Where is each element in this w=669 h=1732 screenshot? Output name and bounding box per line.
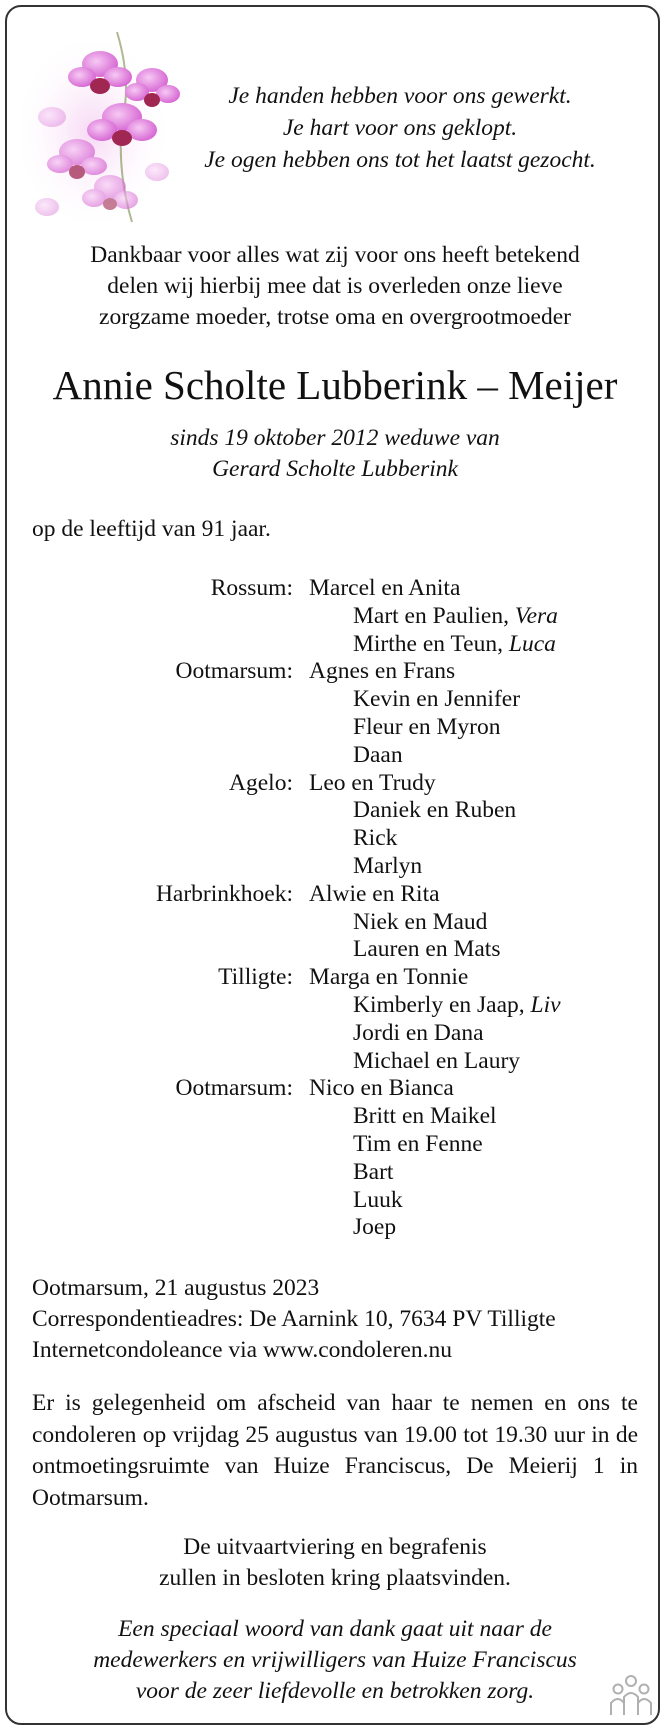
widow-line: Gerard Scholte Lubberink [212, 456, 458, 482]
child-names: Kevin en Jennifer [353, 686, 521, 713]
widow-statement [30, 423, 640, 485]
poem-line: Je ogen hebben ons tot het laatst gezocht. [204, 147, 596, 173]
ceremony-line: De uitvaartviering en begrafenis [183, 1534, 487, 1560]
family-child-row [0, 1019, 669, 1047]
family-child-row [0, 602, 669, 630]
family-place: Agelo: [229, 769, 293, 796]
family-child [353, 991, 561, 1019]
family-child [353, 602, 558, 630]
grandchild-name: Vera [514, 602, 558, 629]
family-child-row [0, 935, 669, 963]
family-child [353, 685, 520, 713]
family-child [353, 1047, 520, 1075]
family-group-row [0, 1074, 669, 1102]
family-child-row [0, 1186, 669, 1214]
family-head: Marga en Tonnie [309, 964, 469, 991]
family-child [353, 935, 500, 963]
family-child-row [0, 1102, 669, 1130]
people-logo-icon [606, 1673, 656, 1717]
family-child [353, 796, 516, 824]
place-date: Ootmarsum, 21 augustus 2023 [32, 1275, 320, 1301]
family-child [353, 1130, 483, 1158]
intro-line: zorgzame moeder, trotse oma en overgrootmoeder [99, 304, 571, 330]
visitation-text: Er is gelegenheid om afscheid van haar te nemen en ons te condoleren op vrijdag 25 augustus van 19.00 tot 19.30 uur in de ontmoetingsruimte van Huize Franciscus, De Meierij 1 in Ootmarsum. [32, 1390, 638, 1511]
child-names: Mart en Paulien, [353, 602, 515, 629]
family-place: Rossum: [210, 575, 293, 601]
family-child-row [0, 796, 669, 824]
family-child-row [0, 713, 669, 741]
grandchild-name: Luca [508, 630, 556, 657]
family-child-row [0, 824, 669, 852]
family-child-row [0, 908, 669, 936]
child-names: Britt en Maikel [353, 1103, 497, 1130]
child-names: Michael en Laury [353, 1047, 521, 1074]
family-group-row [0, 769, 669, 797]
poem-line: Je handen hebben voor ons gewerkt. [228, 83, 572, 109]
family-child [353, 1019, 484, 1047]
age-line: op de leeftijd van 91 jaar. [32, 516, 271, 542]
family-group-row [0, 963, 669, 991]
intro-line: delen wij hierbij mee dat is overleden onze lieve [107, 273, 563, 299]
grandchild-name: Liv [530, 991, 561, 1018]
family-head: Nico en Bianca [309, 1075, 454, 1102]
intro-line: Dankbaar voor alles wat zij voor ons heeft betekend [90, 242, 580, 268]
child-names: Joep [353, 1214, 397, 1241]
family-place: Harbrinkhoek: [155, 880, 293, 907]
address-block [32, 1273, 556, 1366]
family-place: Ootmarsum: [175, 1075, 293, 1102]
family-place: Ootmarsum: [175, 658, 293, 685]
family-child-row [0, 852, 669, 880]
family-child-row [0, 1047, 669, 1075]
child-names: Kimberly en Jaap, [353, 991, 531, 1018]
intro-text [30, 240, 640, 333]
family-child [353, 908, 487, 936]
family-child [353, 1186, 403, 1214]
child-names: Lauren en Mats [353, 936, 501, 963]
family-child [353, 1158, 393, 1186]
thanks-line: Een speciaal woord van dank gaat uit naar de [118, 1616, 552, 1642]
child-names: Niek en Maud [353, 908, 488, 935]
family-child-row [0, 1213, 669, 1241]
family-child-row [0, 991, 669, 1019]
ceremony-text [30, 1532, 640, 1594]
family-group-row [0, 880, 669, 908]
child-names: Bart [353, 1158, 394, 1185]
ceremony-line: zullen in besloten kring plaatsvinden. [159, 1565, 511, 1591]
family-child [353, 1102, 497, 1130]
family-child [353, 1213, 396, 1241]
family-head: Agnes en Frans [309, 658, 456, 685]
family-head: Marcel en Anita [309, 575, 461, 601]
child-names: Fleur en Myron [353, 713, 501, 740]
family-child [353, 852, 422, 880]
child-names: Daniek en Ruben [353, 797, 517, 824]
child-names: Mirthe en Teun, [353, 630, 509, 657]
family-child-row [0, 685, 669, 713]
family-list [0, 574, 669, 1241]
thanks-line: voor de zeer liefdevolle en betrokken zorg. [135, 1678, 535, 1704]
poem [150, 80, 650, 176]
family-group-row [0, 574, 669, 602]
child-names: Marlyn [353, 852, 423, 879]
family-head: Alwie en Rita [309, 880, 440, 907]
thanks-line: medewerkers en vrijwilligers van Huize Franciscus [93, 1647, 577, 1673]
child-names: Jordi en Dana [353, 1019, 484, 1046]
family-child-row [0, 630, 669, 658]
family-place: Tilligte: [218, 964, 293, 991]
family-group-row [0, 657, 669, 685]
family-child [353, 741, 403, 769]
family-child-row [0, 741, 669, 769]
family-head: Leo en Trudy [309, 769, 436, 796]
family-child-row [0, 1130, 669, 1158]
correspondence-address: Correspondentieadres: De Aarnink 10, 7634 PV Tilligte [32, 1306, 556, 1332]
family-child-row [0, 1158, 669, 1186]
child-names: Rick [353, 825, 398, 852]
poem-line: Je hart voor ons geklopt. [282, 115, 518, 141]
child-names: Daan [353, 741, 403, 768]
family-child [353, 824, 397, 852]
thanks-text [30, 1614, 640, 1707]
condolence-website: Internetcondoleance via www.condoleren.nu [32, 1337, 452, 1363]
deceased-name: Annie Scholte Lubberink – Meijer [52, 362, 618, 408]
widow-line: sinds 19 oktober 2012 weduwe van [170, 425, 500, 451]
child-names: Luuk [353, 1186, 403, 1213]
family-child [353, 713, 501, 741]
child-names: Tim en Fenne [353, 1130, 483, 1157]
family-child [353, 630, 556, 658]
